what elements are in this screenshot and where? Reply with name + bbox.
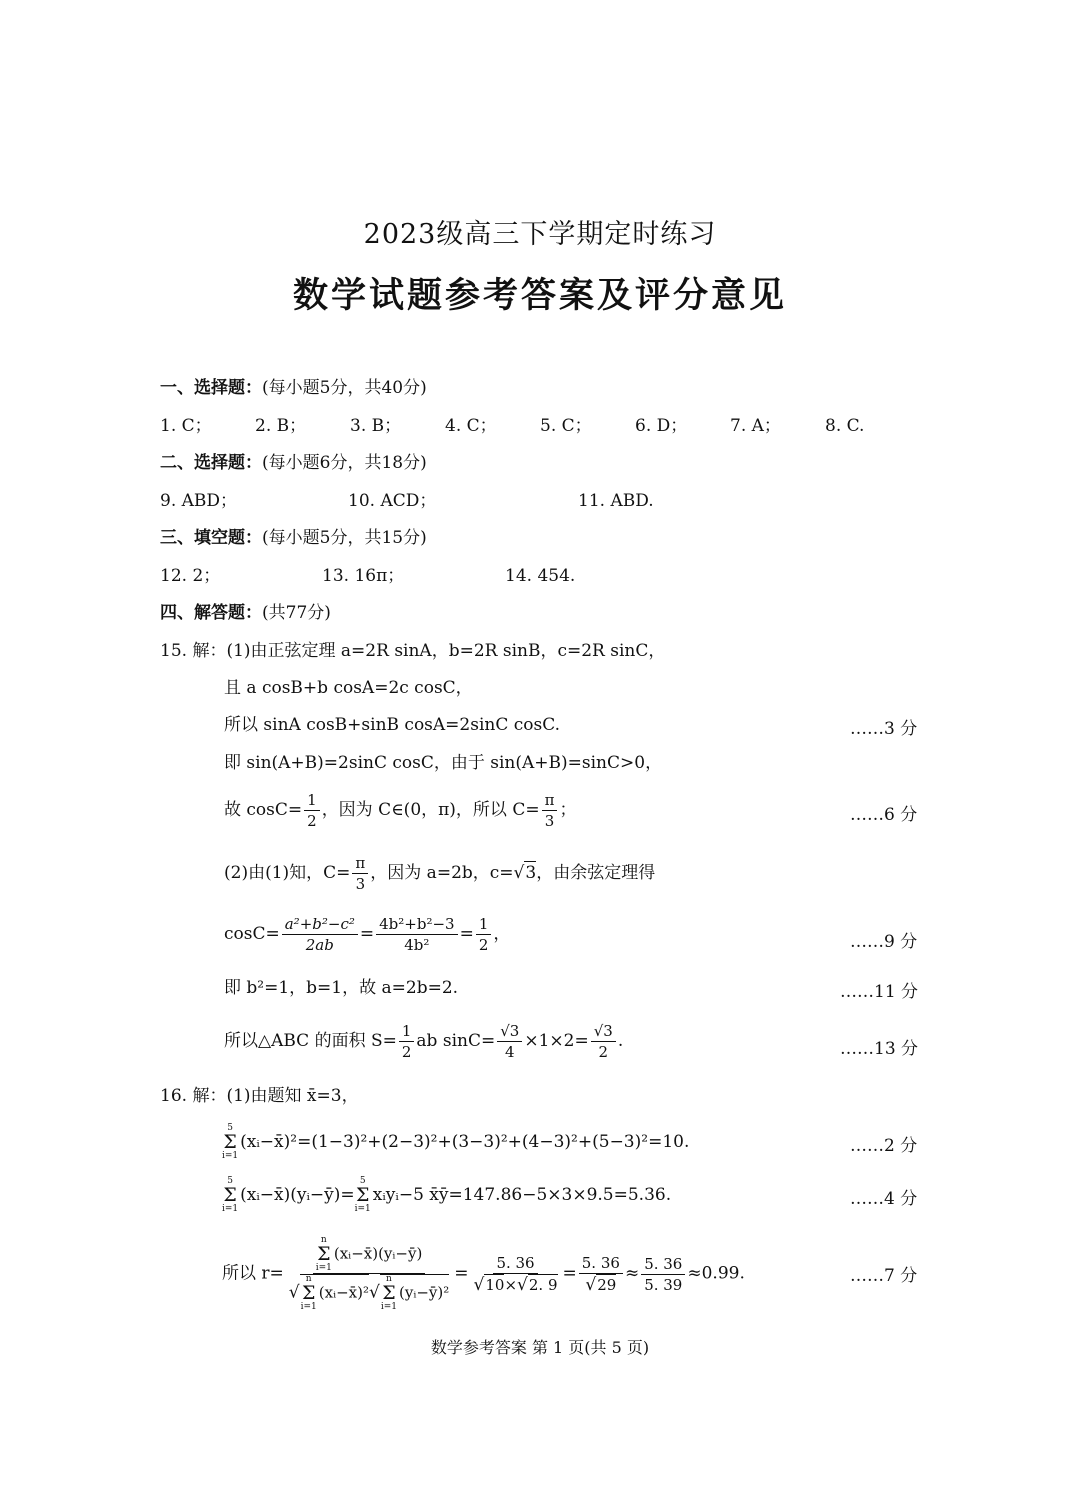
mc-answer: 5. C； [540, 416, 592, 436]
sum-lower: i=1 [222, 1151, 239, 1161]
numerator: π [542, 790, 558, 811]
sqrt-symbol: √ [585, 1275, 597, 1295]
denominator: 2ab [305, 936, 334, 954]
score-mark: ……2 分 [850, 1136, 918, 1156]
q16-line-3 [222, 1177, 671, 1214]
section-2-heading [160, 452, 427, 474]
mc-answer: 3. B； [350, 416, 402, 436]
sqrt-symbol: √ [288, 1282, 300, 1303]
sigma: Σ [301, 1282, 316, 1304]
sqrt-symbol: √ [369, 1282, 380, 1303]
text: (xᵢ−x̄)(yᵢ−ȳ)= [240, 1185, 355, 1205]
denominator: 4b² [404, 936, 430, 954]
text: ≈0.99. [687, 1263, 745, 1284]
text: ， [493, 924, 511, 944]
denominator: 2 [307, 812, 317, 830]
sqrt-symbol: √ [517, 1275, 528, 1295]
mc-answer: 8. C. [825, 416, 865, 436]
q15-line-5 [224, 790, 576, 831]
text: (2)由(1)知，C= [224, 863, 351, 883]
numerator: 5. 36 [493, 1253, 537, 1274]
multi-answer: 11. ABD. [578, 491, 654, 511]
page-title: 2023级高三下学期定时练习 [363, 219, 717, 250]
numerator: 1 [304, 790, 320, 811]
section-note: (每小题6分，共18分) [262, 453, 427, 473]
radicand: 29 [597, 1276, 617, 1294]
summation-symbol [381, 1275, 397, 1312]
radicand: 3 [525, 863, 537, 883]
fraction [591, 1021, 616, 1062]
denominator: 4 [505, 1043, 515, 1061]
numerator: 1 [399, 1021, 415, 1042]
fraction [399, 1021, 415, 1062]
fraction [352, 853, 368, 894]
section-note: (每小题5分，共15分) [262, 528, 427, 548]
summation-symbol [301, 1275, 317, 1312]
fraction [641, 1254, 685, 1295]
text: 故 cosC= [224, 800, 303, 820]
summation-symbol [316, 1236, 332, 1273]
numerator: π [352, 853, 368, 874]
section-label: 三、填空题： [160, 528, 262, 548]
denominator [471, 1274, 561, 1295]
sqrt-symbol: √ [473, 1275, 485, 1295]
q15-line-4: 即 sin(A+B)=2sinC cosC，由于 sin(A+B)=sinC>0， [224, 753, 663, 773]
sum-lower: i=1 [222, 1204, 239, 1214]
mc-answer: 1. C； [160, 416, 212, 436]
sigma: Σ [382, 1282, 396, 1304]
score-mark: ……4 分 [850, 1189, 918, 1209]
numerator [313, 1236, 426, 1274]
term: (yᵢ−ȳ)² [399, 1283, 450, 1302]
q15-line-1: 15. 解：(1)由正弦定理 a=2R sinA，b=2R sinB，c=2R sinC， [160, 641, 666, 661]
denominator [286, 1274, 453, 1312]
sum-lower: i=1 [354, 1204, 371, 1214]
section-label: 二、选择题： [160, 453, 262, 473]
numerator: √3 [591, 1021, 616, 1042]
denominator: 5. 39 [644, 1275, 683, 1294]
score-mark: ……9 分 [850, 932, 918, 952]
sum-upper: n [320, 1235, 327, 1245]
section-4-heading [160, 602, 331, 624]
sqrt-symbol: √ [513, 863, 525, 883]
text: ，由余弦定理得 [536, 863, 656, 883]
q15-line-7 [224, 914, 510, 955]
text: = [454, 1263, 469, 1284]
score-mark: ……3 分 [850, 719, 918, 739]
numerator: 5. 36 [641, 1254, 685, 1275]
numerator: a²+b²−c² [282, 914, 358, 935]
fill-answer: 12. 2； [160, 566, 221, 586]
section-3-heading [160, 527, 427, 549]
text: xᵢyᵢ−5 x̄ȳ=147.86−5×3×9.5=5.36. [372, 1185, 672, 1205]
mc-answer: 7. A； [730, 416, 781, 436]
radicand: 10 [485, 1276, 505, 1294]
radicand: 2. 9 [528, 1276, 558, 1294]
sum-upper: 5 [227, 1176, 233, 1186]
score-mark: ……7 分 [850, 1266, 918, 1286]
section-note: (每小题5分，共40分) [262, 378, 427, 398]
text: ，因为 a=2b，c= [370, 863, 514, 883]
sum-upper: 5 [359, 1176, 366, 1186]
numerator: 1 [476, 914, 492, 935]
fill-answer: 14. 454. [505, 566, 576, 586]
summation-symbol [222, 1177, 238, 1214]
section-label: 一、选择题： [160, 378, 262, 398]
multi-answer: 9. ABD； [160, 491, 238, 511]
summation-symbol [355, 1177, 371, 1214]
sum-lower: i=1 [380, 1302, 398, 1312]
text: ≈ [624, 1263, 640, 1284]
text: (xᵢ−x̄)²=(1−3)²+(2−3)²+(3−3)²+(4−3)²+(5−3)²=10. [240, 1132, 690, 1152]
numerator: 5. 36 [579, 1253, 623, 1274]
section-1-heading [160, 377, 427, 399]
q15-line-3: 所以 sinA cosB+sinB cosA=2sinC cosC. [224, 715, 561, 735]
sum-lower: i=1 [315, 1263, 332, 1273]
correlation-fraction [286, 1236, 453, 1312]
fill-answer: 13. 16π； [322, 566, 405, 586]
text: 所以 r= [222, 1263, 284, 1284]
q16-line-4 [222, 1236, 745, 1312]
denominator: 2 [478, 936, 489, 954]
sigma: Σ [356, 1184, 370, 1206]
text: = [562, 1263, 577, 1284]
mc-answer: 2. B； [255, 416, 307, 436]
denominator: 3 [355, 875, 366, 893]
mc-answer: 6. D； [635, 416, 688, 436]
text: ； [559, 800, 577, 820]
score-mark: ……11 分 [840, 982, 919, 1002]
page-subtitle: 数学试题参考答案及评分意见 [292, 275, 787, 316]
sum-upper: n [386, 1274, 392, 1284]
text: ×1×2= [524, 1031, 589, 1051]
sum-lower: i=1 [300, 1302, 317, 1312]
term: (xᵢ−x̄)² [318, 1283, 370, 1302]
section-note: (共77分) [262, 603, 331, 623]
q15-line-6 [224, 853, 655, 894]
fraction [282, 914, 358, 955]
radicand [300, 1274, 369, 1312]
text: 所以△ABC 的面积 S= [224, 1031, 397, 1051]
summation-symbol [222, 1124, 238, 1161]
denominator: 2 [401, 1043, 412, 1061]
numerator: √3 [497, 1021, 522, 1042]
sigma: Σ [317, 1243, 331, 1265]
fraction [579, 1253, 623, 1295]
sum-upper: n [305, 1274, 312, 1284]
q15-line-8: 即 b²=1，b=1，故 a=2b=2. [224, 978, 459, 998]
q15-line-9 [224, 1021, 623, 1062]
fraction [376, 914, 457, 955]
q16-line-2 [222, 1124, 689, 1161]
fraction [304, 790, 320, 831]
score-mark: ……6 分 [850, 805, 918, 825]
text: . [617, 1031, 624, 1051]
sum-upper: 5 [227, 1123, 233, 1133]
radicand [380, 1274, 449, 1312]
text: = [359, 924, 375, 944]
fraction [476, 914, 492, 955]
term: (xᵢ−x̄)(yᵢ−ȳ) [333, 1244, 423, 1263]
denominator: 2 [598, 1043, 609, 1061]
denominator: 3 [544, 812, 555, 830]
section-label: 四、解答题： [160, 603, 262, 623]
q15-line-2: 且 a cosB+b cosA=2c cosC， [224, 678, 473, 698]
fraction [542, 790, 558, 831]
text: cosC= [224, 924, 280, 944]
mc-answer: 4. C； [445, 416, 497, 436]
numerator: 4b²+b²−3 [376, 914, 457, 935]
fraction [471, 1253, 561, 1295]
fraction [497, 1021, 522, 1062]
score-mark: ……13 分 [840, 1039, 919, 1059]
text: ab sinC= [416, 1031, 496, 1051]
q16-line-1: 16. 解：(1)由题知 x̄=3， [160, 1086, 359, 1106]
text: = [459, 924, 474, 944]
sigma: Σ [223, 1131, 237, 1153]
sigma: Σ [223, 1184, 237, 1206]
text: ，因为 C∈(0，π)，所以 C= [321, 800, 540, 820]
multi-answer: 10. ACD； [348, 491, 437, 511]
denominator [582, 1274, 619, 1295]
page-footer: 数学参考答案 第 1 页(共 5 页) [430, 1338, 650, 1357]
times: × [504, 1276, 518, 1294]
